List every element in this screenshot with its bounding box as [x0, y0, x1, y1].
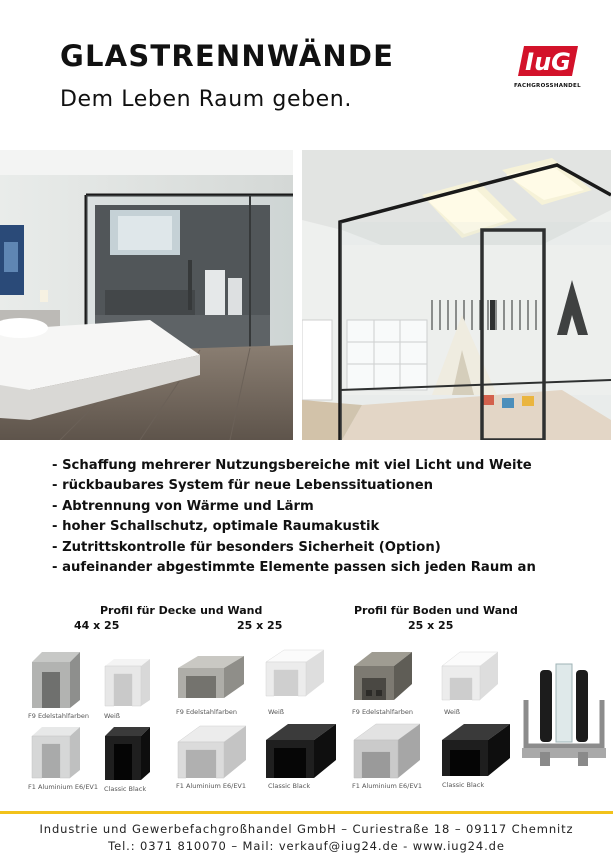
- profile-f1-aluminium-floor-icon: [352, 722, 422, 780]
- profile-label-f1: F1 Aluminium E6/EV1: [176, 782, 247, 790]
- profile-label-f9: F9 Edelstahlfarben: [352, 708, 414, 716]
- dimension-44x25: 44 x 25: [74, 619, 120, 632]
- profile-black-floor-icon: [440, 722, 512, 778]
- dimension-ceiling-25x25: 25 x 25: [237, 619, 283, 632]
- bedroom-photo: [0, 150, 293, 440]
- profile-f1-aluminium-25-icon: [176, 724, 248, 780]
- profile-label-f1: F1 Aluminium E6/EV1: [28, 783, 99, 791]
- feature-item: - rückbaubares System für neue Lebenssituationen: [52, 478, 434, 494]
- footer-address: Industrie und Gewerbefachgroßhandel GmbH – Curiestraße 18 – 09117 Chemnitz: [39, 822, 574, 836]
- footer-divider: [0, 811, 613, 814]
- logo-mark-icon: [514, 44, 580, 78]
- floor-profile-heading: Profil für Boden und Wand: [354, 604, 518, 617]
- profile-label-weiss: Weiß: [444, 708, 460, 716]
- feature-list: [52, 456, 536, 578]
- logo-mark-text: IuG: [525, 48, 571, 76]
- footer-contact: Tel.: 0371 810070 – Mail: verkauf@iug24.de - www.iug24.de: [108, 839, 505, 853]
- profile-label-weiss: Weiß: [268, 708, 284, 716]
- profile-f9-stainless-25-icon: [176, 654, 246, 702]
- profile-label-weiss: Weiß: [104, 712, 120, 720]
- attic-room-photo: [302, 150, 611, 440]
- profile-cross-section-icon: [520, 660, 610, 770]
- page-subtitle: Dem Leben Raum geben.: [60, 87, 352, 112]
- profile-f1-aluminium-44-icon: [28, 724, 82, 780]
- feature-item: - Schaffung mehrerer Nutzungsbereiche mit viel Licht und Weite: [52, 458, 532, 473]
- profile-f9-stainless-floor-icon: [352, 650, 414, 702]
- profile-black-44-icon: [102, 724, 152, 782]
- profile-white-44-icon: [102, 656, 152, 708]
- profile-white-25-icon: [264, 648, 326, 700]
- company-logo: [514, 44, 580, 88]
- profile-black-25-icon: [264, 722, 338, 780]
- dimension-floor-25x25: 25 x 25: [408, 619, 454, 632]
- feature-item: - hoher Schallschutz, optimale Raumakustik: [52, 519, 380, 535]
- profile-label-f9: F9 Edelstahlfarben: [28, 712, 90, 720]
- feature-item: - aufeinander abgestimmte Elemente passen sich jeden Raum an: [52, 559, 536, 575]
- ceiling-profile-heading: Profil für Decke und Wand: [100, 604, 263, 617]
- feature-item: - Abtrennung von Wärme und Lärm: [52, 498, 314, 514]
- profile-label-f9: F9 Edelstahlfarben: [176, 708, 238, 716]
- page-title: GLASTRENNWÄNDE: [60, 39, 395, 73]
- profile-f9-stainless-44-icon: [28, 648, 82, 710]
- profile-label-black: Classic Black: [104, 785, 147, 793]
- profile-label-black: Classic Black: [268, 782, 311, 790]
- profile-label-black: Classic Black: [442, 781, 485, 789]
- feature-item: - Zutrittskontrolle für besonders Sicherheit (Option): [52, 539, 441, 555]
- profile-white-floor-icon: [440, 650, 500, 702]
- profile-label-f1: F1 Aluminium E6/EV1: [352, 782, 423, 790]
- logo-tagline: FACHGROSSHANDEL: [514, 83, 581, 89]
